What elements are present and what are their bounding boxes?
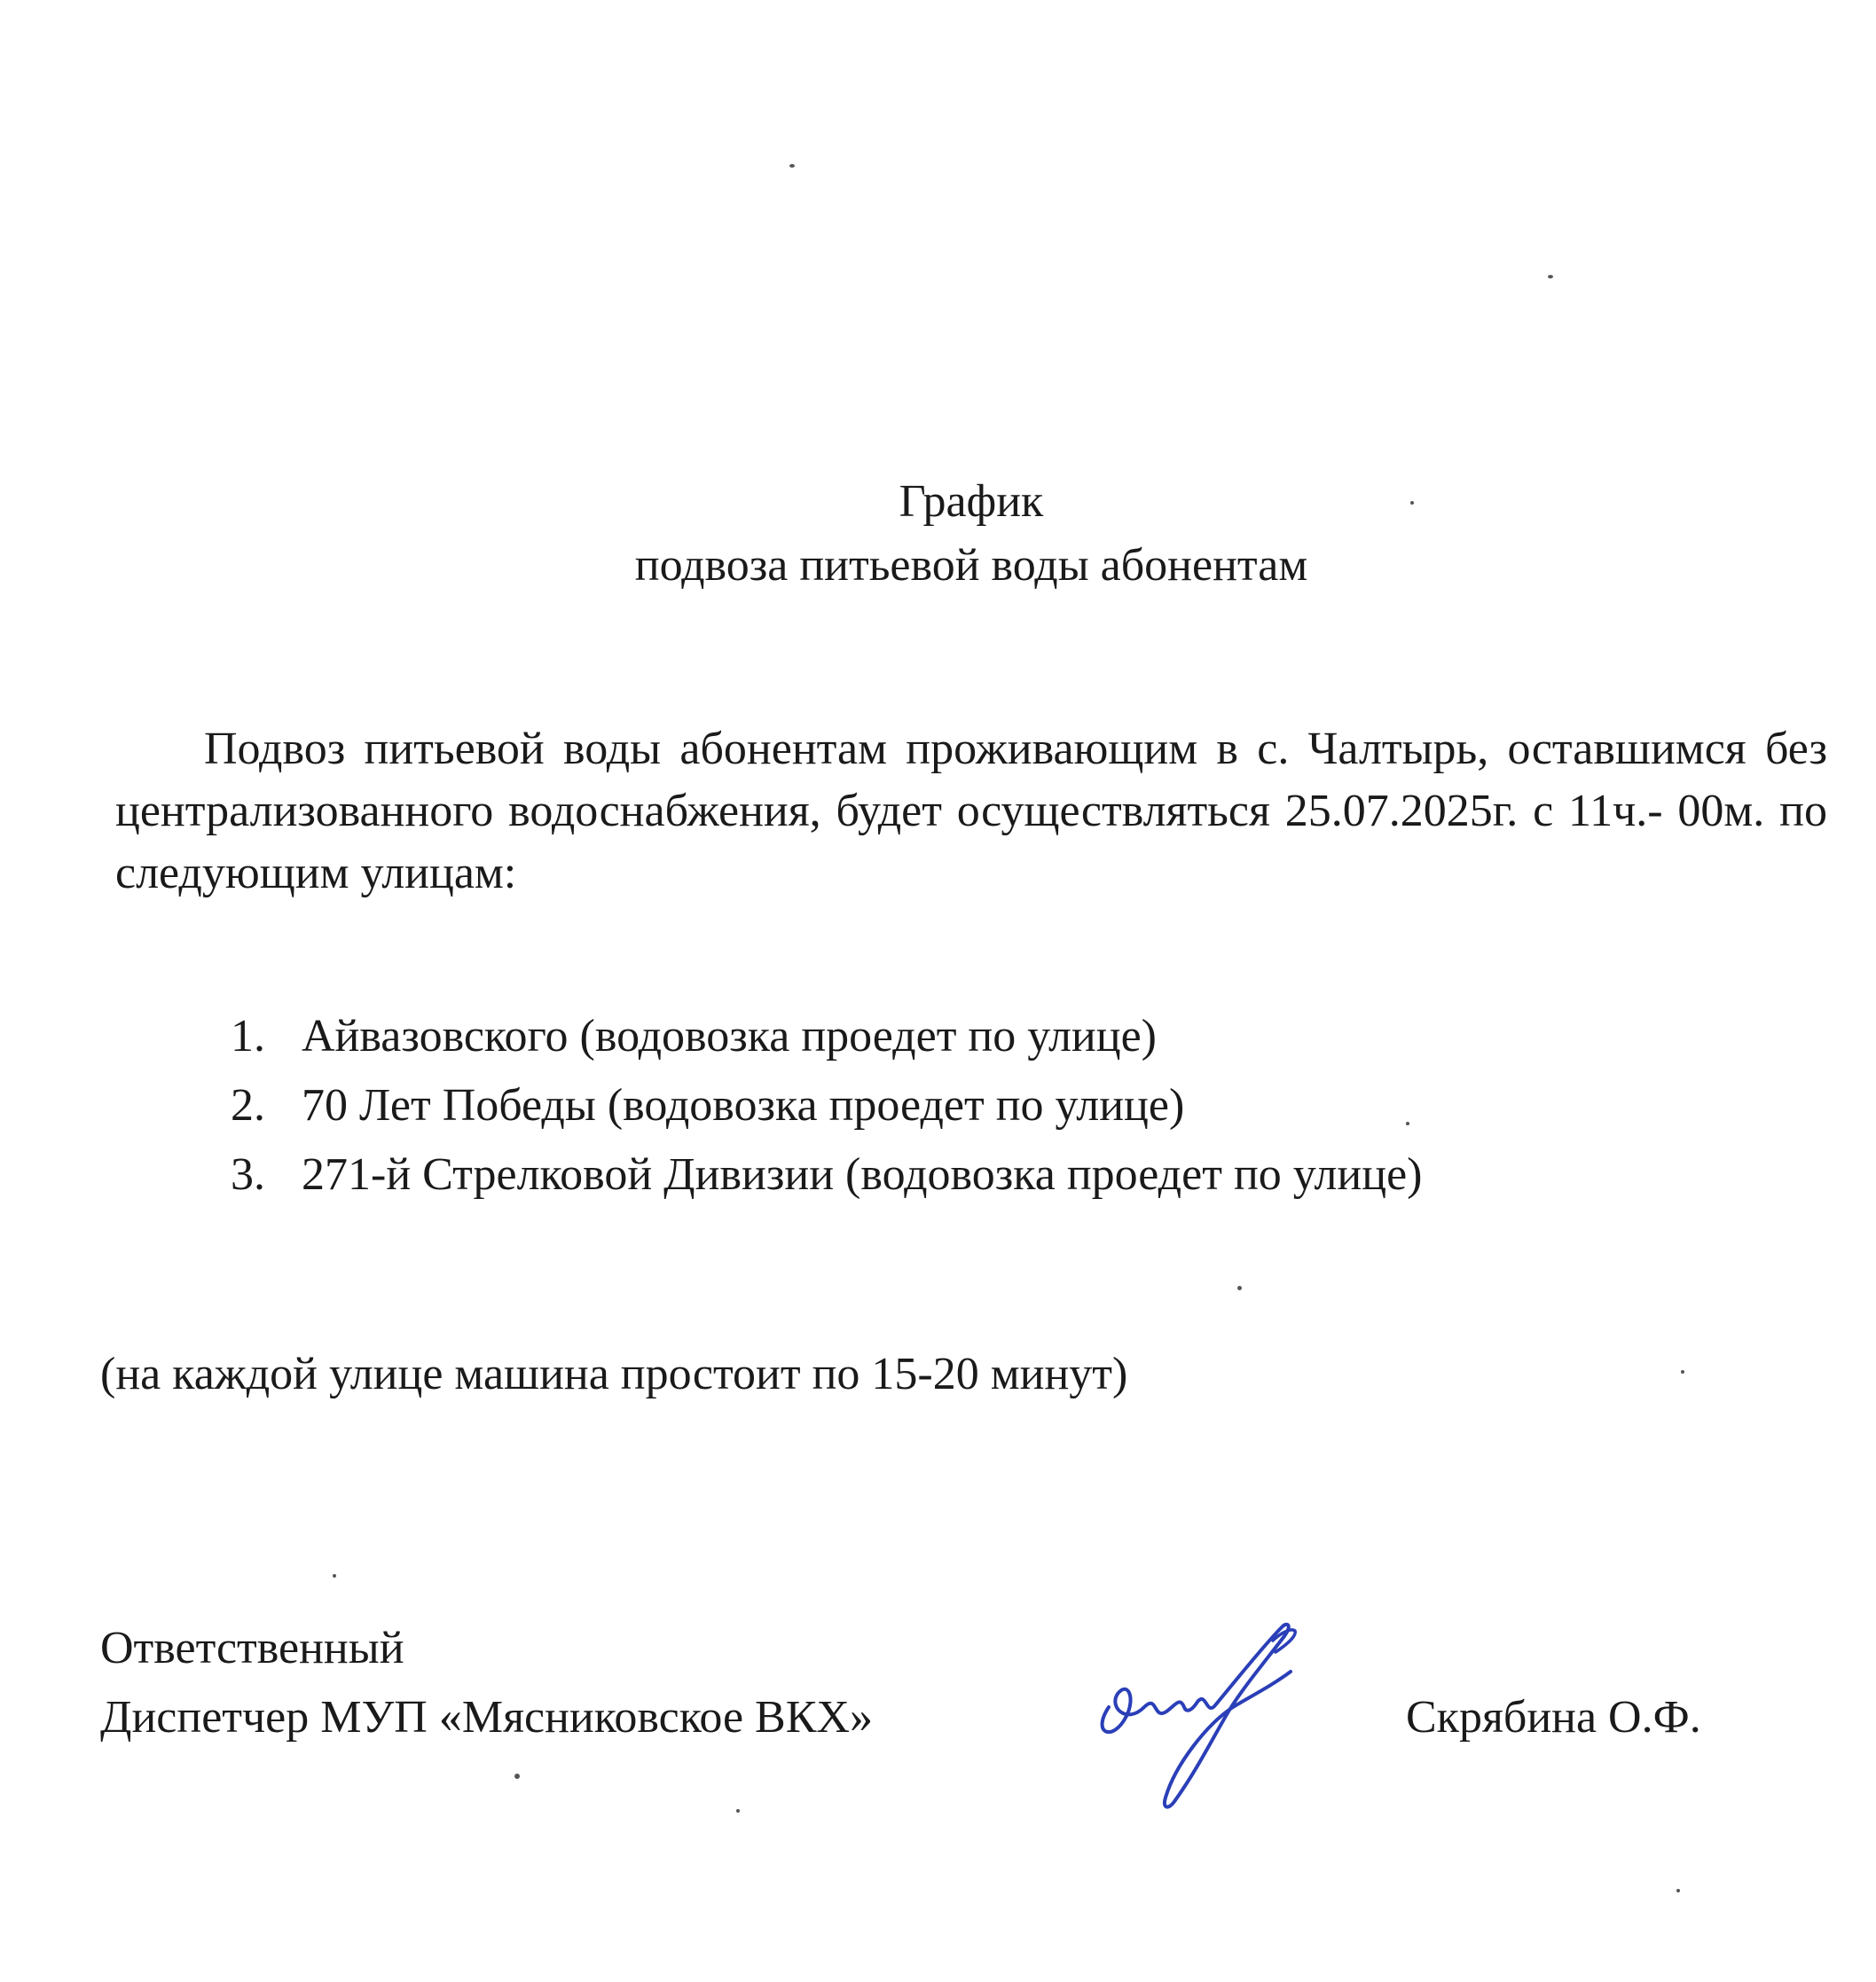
scan-speck (1410, 501, 1414, 505)
signatory-role: Ответственный (100, 1623, 404, 1673)
scan-speck (1676, 1889, 1680, 1892)
list-item-text: Айвазовского (водовозка проедет по улице) (302, 1011, 1157, 1062)
scan-speck (333, 1574, 336, 1578)
duration-note: (на каждой улице машина простоит по 15-20 минут) (100, 1349, 1128, 1399)
list-item-text: 70 Лет Победы (водовозка проедет по улице) (302, 1080, 1185, 1131)
title-line-1: График (899, 476, 1044, 527)
scan-speck (736, 1809, 740, 1813)
scan-speck (514, 1774, 520, 1779)
scan-speck (1548, 275, 1553, 278)
streets-list (231, 1002, 1423, 1210)
list-item-text: 271-й Стрелковой Дивизии (водовозка проедет по улице) (302, 1149, 1423, 1200)
scan-speck (1406, 1122, 1409, 1125)
document-title (0, 470, 1876, 598)
signatory-name: Скрябина О.Ф. (1406, 1692, 1701, 1743)
list-item (231, 1002, 1423, 1071)
list-item (231, 1140, 1423, 1210)
signatory-position: Диспетчер МУП «Мясниковское ВКХ» (100, 1692, 873, 1743)
list-item-number: 2. (231, 1080, 265, 1131)
list-item-number: 1. (231, 1011, 265, 1062)
signatory-block (100, 1614, 873, 1752)
scan-speck (1681, 1370, 1684, 1374)
title-line-2: подвоза питьевой воды абонентам (634, 540, 1308, 591)
handwritten-signature (1073, 1610, 1313, 1831)
list-item (231, 1071, 1423, 1140)
list-item-number: 3. (231, 1149, 265, 1200)
body-paragraph: Подвоз питьевой воды абонентам проживающим в с. Чалтырь, оставшимся без централизованного водоснабжения, будет осуществляться 25.07.2025г. с 11ч.- 00м. по следующим улицам: (115, 724, 1827, 898)
scan-speck (1237, 1286, 1242, 1290)
scan-speck (789, 164, 795, 168)
